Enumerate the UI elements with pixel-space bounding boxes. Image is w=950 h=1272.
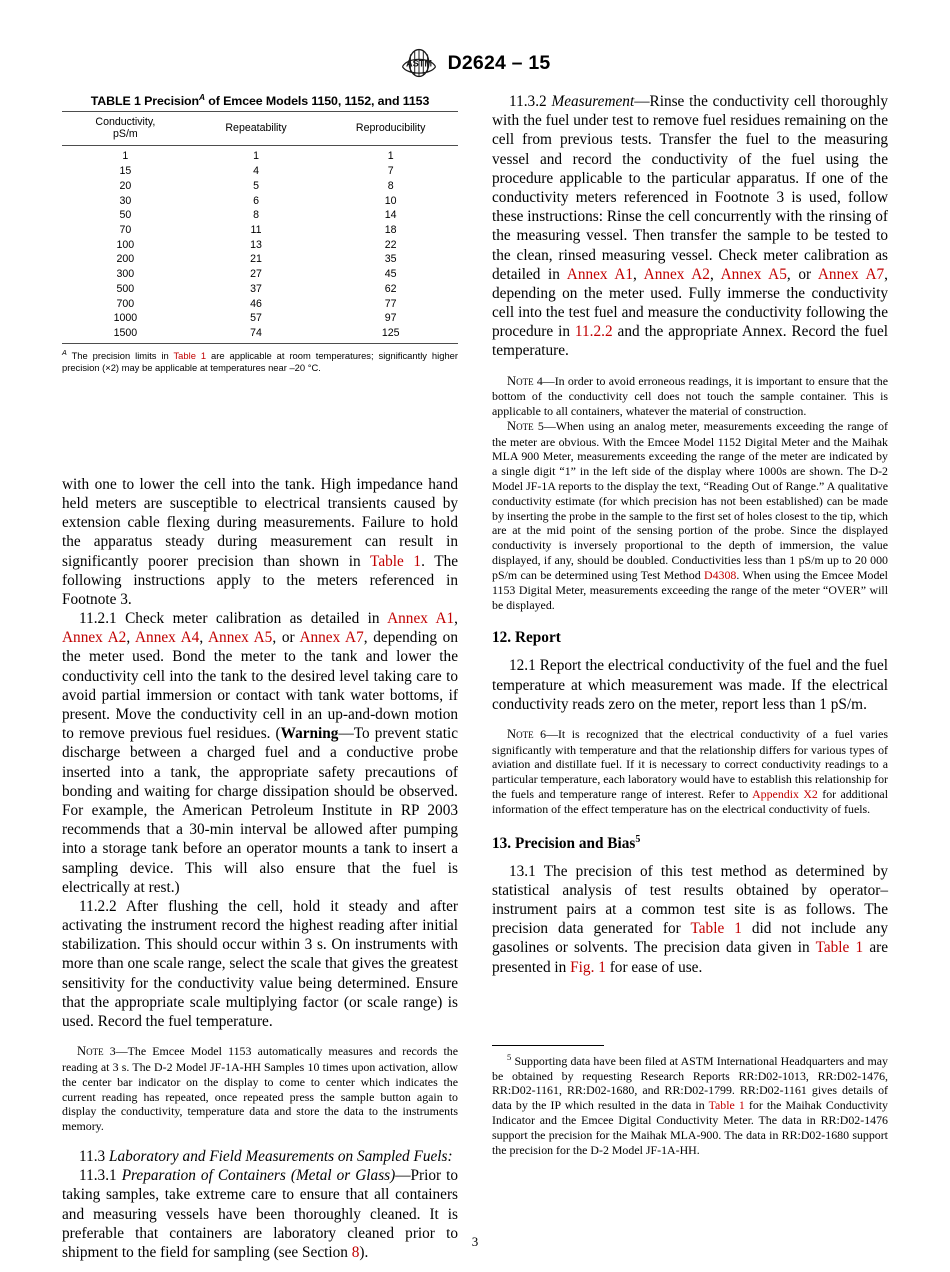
para-11-3-2-number: 11.3.2 xyxy=(509,93,552,110)
note-5 xyxy=(492,419,888,612)
table-row xyxy=(62,146,458,164)
link-annex-a1[interactable]: Annex A1 xyxy=(566,265,634,283)
table-header-row xyxy=(62,112,458,146)
link-annex-a2[interactable]: Annex A2 xyxy=(62,629,127,647)
link-annex-a7[interactable]: Annex A7 xyxy=(817,265,885,283)
table-row xyxy=(62,326,458,343)
note-6-text-1: 6—It is recognized that the electrical conductivity of a fuel varies significantly with temperature and that the relationship differs for various types of aviation and distillate fuel. If it is necessary to correct conductivity readings to a particular temperature, each laboratory would have to establish this relationship for the fuels and temperature range of interest. Refer to xyxy=(492,726,888,802)
table-title-footnote-marker: A xyxy=(199,92,205,102)
table-body xyxy=(62,146,458,343)
column-header-reproducibility: Reproducibility xyxy=(355,122,426,135)
heading-section-13 xyxy=(492,834,888,853)
table-row xyxy=(62,282,458,297)
note-3-label: Note xyxy=(77,1044,104,1059)
table-footnote-text-2: are applicable at room temperatures; significantly higher precision (×2) may be applicable at temperatures near –20 °C. xyxy=(62,349,458,374)
note-6-label: Note xyxy=(507,726,534,741)
table-row xyxy=(62,223,458,238)
cell-repeatability: 13 xyxy=(250,238,262,251)
svg-text:ASTM: ASTM xyxy=(405,58,432,69)
link-table-1[interactable]: Table 1 xyxy=(690,920,742,938)
right-column xyxy=(492,92,888,1158)
paragraph-11-2-continuation xyxy=(62,475,458,609)
para-11-3-number: 11.3 xyxy=(79,1147,110,1165)
spacer-after-heading-12 xyxy=(492,647,888,656)
para-11-3-2-text-1: —Rinse the conductivity cell thoroughly with the fuel under test to remove fuel residues remaining on the cell from previous tests. Transfer the fuel to the measuring vessel and record the conductivity of the fuel using the procedure applicable to the particular apparatus. If one of the conductivity meters referenced in Footnote 3 is used, follow these instructions: Rinse the cell concurrently with the rinsing of the measuring vessel. Then transfer the sample to be tested to the clean, rinsed measuring vessel. Check meter calibration as detailed in xyxy=(492,93,888,283)
cell-repeatability: 1 xyxy=(253,150,259,163)
para-11-3-1-title: Preparation of Containers (Metal or Glass) xyxy=(121,1167,396,1185)
link-appendix-x2[interactable]: Appendix X2 xyxy=(752,787,818,802)
para-11-2-1-text-3: —To prevent static discharge between a charged fuel and a conductive probe inserted into a tank, the appropriate safety precautions of bonding and waiting for charge dissipation should be observed. For example, the American Petroleum Institute in RP 2003 recommends that a 30-min interval be allowed after pumping into a storage tank before an operator mounts a tank to insert a sampling device. This will also ensure that the fuel is electrically at rest.) xyxy=(62,725,458,896)
table-row xyxy=(62,238,458,253)
cell-conductivity: 15 xyxy=(119,165,132,178)
table-row xyxy=(62,253,458,268)
cell-repeatability: 74 xyxy=(250,326,262,339)
table-title-suffix: of Emcee Models 1150, 1152, and 1153 xyxy=(204,94,430,109)
note-3-text: 3—The Emcee Model 1153 automatically measures and records the reading at 3 s. The D-2 Model JF-1A-HH Samples 10 times upon activation, allow the center bar indicator on the display to come to center which indicates the current reading has repeated, once repeated press the sample button again to display the conductivity, temperature data and store the data to the instruments memory. xyxy=(62,1044,458,1134)
link-11-2-2[interactable]: 11.2.2 xyxy=(574,323,613,341)
cell-repeatability: 5 xyxy=(253,179,259,192)
footnote-separator-rule xyxy=(492,1045,604,1046)
para-11-3-2-title: Measurement xyxy=(551,93,635,110)
cell-repeatability: 11 xyxy=(250,223,262,236)
paragraph-11-2-1: 11.2.1 Check meter calibration as detailed in Annex A1, Annex A2, Annex A4, Annex A5, or Annex A7, depending on the meter used. Bond the meter to the tank and lower the conductivity cell into the tank to the desired level taking care to avoid partial immersion or contact with tank water bottoms, if present. Move the conductivity cell in an up-and-down motion to remove previous fuel residues. (Warning—To prevent static discharge between a charged fuel and a conductive probe inserted into a tank, the appropriate safety precautions of bonding and waiting for charge dissipation should be observed. For example, the American Petroleum Institute in RP 2003 recommends that a 30-min interval be allowed after pumping into a storage tank before an operator mounts a tank to insert a sampling device. This will also ensure that the fuel is electrically at rest.) xyxy=(62,610,458,896)
footnote-5-text-2: for the Maihak Conductivity Indicator and the Emcee Digital Conductivity Meter. The data in RR:D02-1476 support the precision for the Maihak MLA-900. The data in RR:D02-1680 support the precision for the D-2 Model JF-1A-HH. xyxy=(492,1098,889,1157)
link-annex-a7[interactable]: Annex A7 xyxy=(299,629,364,647)
link-annex-a1[interactable]: Annex A1 xyxy=(387,610,455,628)
link-d4308[interactable]: D4308 xyxy=(704,567,737,582)
para-11-2-1-text-2: , depending on the meter used. Bond the meter to the tank and lower the conductivity cell into the tank to the desired level taking care to avoid partial immersion or contact with tank water bottoms, if present. Move the conductivity cell in an up-and-down motion to remove previous fuel residues. ( xyxy=(62,629,458,743)
column-header-repeatability: Repeatability xyxy=(225,122,287,135)
cell-reproducibility: 77 xyxy=(384,297,397,310)
link-annex-a4[interactable]: Annex A4 xyxy=(135,629,200,647)
cell-reproducibility: 18 xyxy=(384,223,397,236)
cell-conductivity: 70 xyxy=(119,223,132,236)
link-annex-a5[interactable]: Annex A5 xyxy=(208,629,273,647)
note-5-text-1: 5—When using an analog meter, measurements exceeding the range of the meter are obvious. With the Emcee Model 1152 Digital Meter and the Maihak MLA 900 Meter, measurements exceeding the range of the meter are indicated by a single digit “1” in the left side of the display where 1000s are shown. The D-2 Model JF-1A reports to the display the text, “Reading Out of Range.” A qualitative conductivity estimate (for which precision has not been established) can be made by inserting the probe in the sample to the first set of holes closest to the tip, which are at the mid point of the sensing portion of the probe. Since the displayed conductivity is inversely proportional to the depth of immersion, the value displayed, if any, should be doubled. Conductivities less than 1 pS/m up to 20 000 pS/m can be determined using Test Method xyxy=(492,418,888,582)
link-table-1[interactable]: Table 1 xyxy=(708,1098,745,1113)
footnote-5-text-1: Supporting data have been filed at ASTM International Headquarters and may be obtained by requesting Research Reports RR:D02-1013, RR:D02-1476, RR:D02-1161, RR:D02-1680, and RR:D02-1799. RR:D02-1161 gives details of data by the IP which resulted in the data in xyxy=(492,1053,888,1113)
cell-conductivity: 700 xyxy=(116,297,135,310)
cell-repeatability: 57 xyxy=(250,312,262,325)
heading-13-footnote-marker: 5 xyxy=(635,833,641,845)
cell-reproducibility: 1 xyxy=(387,150,394,163)
link-fig-1[interactable]: Fig. 1 xyxy=(570,958,606,976)
table-row xyxy=(62,297,458,312)
footnote-5-marker: 5 xyxy=(507,1051,512,1062)
para-11-2-text-2: . The following instructions apply to the meters referenced in Footnote 3. xyxy=(62,552,459,608)
warning-label: Warning xyxy=(280,725,339,743)
spacer-before-note-6 xyxy=(492,714,888,727)
link-annex-a2[interactable]: Annex A2 xyxy=(643,265,710,283)
paragraph-11-3 xyxy=(62,1147,458,1166)
link-table-1[interactable]: Table 1 xyxy=(815,939,864,957)
note-6 xyxy=(492,727,888,817)
table-row xyxy=(62,267,458,282)
link-table-1[interactable]: Table 1 xyxy=(370,552,422,570)
spacer-before-section-13 xyxy=(492,817,888,834)
left-column xyxy=(62,92,458,1262)
page-number: 3 xyxy=(471,1234,479,1249)
para-11-2-1-text-1: 11.2.1 Check meter calibration as detailed in xyxy=(79,610,388,628)
cell-reproducibility: 45 xyxy=(384,268,397,281)
conductivity-label-line1: Conductivity, xyxy=(95,116,156,129)
standard-designation: D2624 – 15 xyxy=(447,51,551,74)
cell-conductivity: 1 xyxy=(122,150,129,163)
paragraph-12-1: 12.1 Report the electrical conductivity of the fuel and the fuel temperature at which measurement was made. If the electrical conductivity reads zero on the meter, report less than 1 pS/m. xyxy=(492,657,888,713)
paragraph-11-3-2: 11.3.2 Measurement—Rinse the conductivity cell thoroughly with the fuel under test to remove fuel residues remaining on the cell from previous tests. Transfer the fuel to the measuring vessel and record the conductivity of the fuel using the procedure applicable to the particular apparatus. If one of the conductivity meters referenced in Footnote 3 is used, follow these instructions: Rinse the cell concurrently with the rinsing of the measuring vessel. Then transfer the sample to be tested to the clean, rinsed measuring vessel. Check meter calibration as detailed in Annex A1, Annex A2, Annex A5, or Annex A7, depending on the meter used. Fully immerse the conductivity cell into the test fuel and measure the conductivity following the procedure in 11.2.2 and the appropriate Annex. Record the fuel temperature. xyxy=(492,93,888,360)
spacer-after-note-3 xyxy=(62,1134,458,1147)
spacer-before-section-12 xyxy=(492,612,888,629)
cell-conductivity: 1000 xyxy=(113,312,138,325)
table-row xyxy=(62,311,458,326)
conductivity-label-line2: pS/m xyxy=(112,128,138,141)
heading-section-12: 12. Report xyxy=(492,629,561,647)
table-row xyxy=(62,179,458,194)
note-4-label: Note xyxy=(507,373,534,388)
heading-13-text: 13. Precision and Bias xyxy=(492,834,636,852)
note-5-label: Note xyxy=(507,418,534,433)
note-4-text: 4—In order to avoid erroneous readings, it is important to ensure that the bottom of the conductivity cell does not touch the sample container. This is applicable to all containers, whatever the material of construction. xyxy=(492,373,888,419)
precision-table xyxy=(62,111,458,344)
table-footnote-text-1: The precision limits in xyxy=(66,349,174,361)
note-4 xyxy=(492,374,888,419)
cell-repeatability: 27 xyxy=(250,268,262,281)
para-11-3-1-number: 11.3.1 xyxy=(79,1167,122,1185)
link-table-1[interactable]: Table 1 xyxy=(173,349,207,361)
para-11-3-1-tail: ). xyxy=(359,1243,369,1261)
para-13-1-text-3: are presented in xyxy=(492,939,888,976)
para-13-1-text-1: 13.1 The precision of this test method as determined by statistical analysis of test results obtained by operator–instrument pairs at a common test site is as follows. The precision data generated for xyxy=(492,862,888,938)
cell-conductivity: 20 xyxy=(119,179,132,192)
para-11-3-1-body: —Prior to taking samples, take extreme care to ensure that all containers and measuring vessels have been thoroughly cleaned. It is preferable that containers are laboratory cleaned prior to shipment to the field for sampling (see Section xyxy=(62,1167,459,1261)
table-title-prefix: TABLE 1 Precision xyxy=(90,94,199,109)
note-6-text-2: for additional information of the effect temperature has on the electrical conductivity of fuels. xyxy=(492,787,889,816)
column-header-conductivity xyxy=(62,112,189,146)
table-head xyxy=(62,112,458,146)
cell-reproducibility: 10 xyxy=(384,194,397,207)
cell-repeatability: 46 xyxy=(250,297,262,310)
cell-repeatability: 6 xyxy=(253,194,259,207)
cell-reproducibility: 14 xyxy=(384,209,397,222)
table-footnote-a xyxy=(62,348,458,375)
link-annex-a5[interactable]: Annex A5 xyxy=(720,265,787,283)
cell-reproducibility: 97 xyxy=(384,312,397,325)
para-13-1-text-2: did not include any gasolines or solvents. The precision data given in xyxy=(492,920,888,957)
paragraph-11-2-2: 11.2.2 After flushing the cell, hold it steady and after activating the instrument record the highest reading after initial stabilization. This should occur within 3 s. On instruments with more than one scale range, select the scale that gives the greatest sensitivity for the conductivity value being determined. Ensure that the appropriate scale multiplying factor (or scale range) is used. Record the fuel temperature. xyxy=(62,897,458,1031)
cell-repeatability: 4 xyxy=(253,165,259,178)
spacer-before-note-4 xyxy=(492,361,888,374)
paragraph-13-1 xyxy=(492,862,888,977)
cell-reproducibility: 8 xyxy=(387,179,394,192)
table-footnote-marker: A xyxy=(62,347,67,357)
link-section-8[interactable]: 8 xyxy=(351,1243,360,1261)
para-11-3-2-text-3: and the appropriate Annex. Record the fuel temperature. xyxy=(492,323,888,360)
table-row xyxy=(62,194,458,209)
cell-reproducibility: 7 xyxy=(387,165,394,178)
para-13-1-text-4: for ease of use. xyxy=(605,958,703,976)
para-11-2-text-1: with one to lower the cell into the tank. High impedance hand held meters are susceptible to electrical transients caused by extension cable flexing during measurements. Failure to hold the apparatus steady during measurement can result in significantly poorer precision than shown in xyxy=(62,475,458,570)
table-row xyxy=(62,208,458,223)
cell-conductivity: 1500 xyxy=(113,326,138,339)
cell-reproducibility: 35 xyxy=(384,253,397,266)
cell-reproducibility: 22 xyxy=(384,238,397,251)
cell-conductivity: 100 xyxy=(116,238,135,251)
para-11-3-title: Laboratory and Field Measurements on Sampled Fuels: xyxy=(109,1147,453,1165)
table-row xyxy=(62,164,458,179)
cell-repeatability: 37 xyxy=(250,282,262,295)
table-1-block xyxy=(62,92,458,375)
cell-reproducibility: 125 xyxy=(381,326,400,339)
spacer-after-table xyxy=(62,375,458,475)
spacer-after-heading-13 xyxy=(492,853,888,862)
cell-conductivity: 200 xyxy=(116,253,135,266)
astm-logo xyxy=(400,48,438,78)
cell-reproducibility: 62 xyxy=(384,282,397,295)
cell-conductivity: 300 xyxy=(116,268,135,281)
note-5-text-2: . When using the Emcee Model 1153 Digital Meter, measurements exceeding the range of the meter “OVER” will be displayed. xyxy=(492,567,888,612)
cell-conductivity: 500 xyxy=(116,282,135,295)
cell-repeatability: 8 xyxy=(253,209,259,222)
spacer-before-note-3 xyxy=(62,1031,458,1044)
note-3 xyxy=(62,1044,458,1134)
cell-conductivity: 30 xyxy=(119,194,132,207)
table-title xyxy=(62,92,458,108)
para-11-3-2-text-2: , depending on the meter used. Fully immerse the conductivity cell into the test fuel and measure the conductivity following the procedure in xyxy=(492,265,888,341)
page-header xyxy=(0,48,950,78)
spacer-before-footnote-5 xyxy=(492,977,888,1035)
cell-conductivity: 50 xyxy=(119,209,132,222)
cell-repeatability: 21 xyxy=(250,253,262,266)
footnote-5 xyxy=(492,1052,888,1158)
